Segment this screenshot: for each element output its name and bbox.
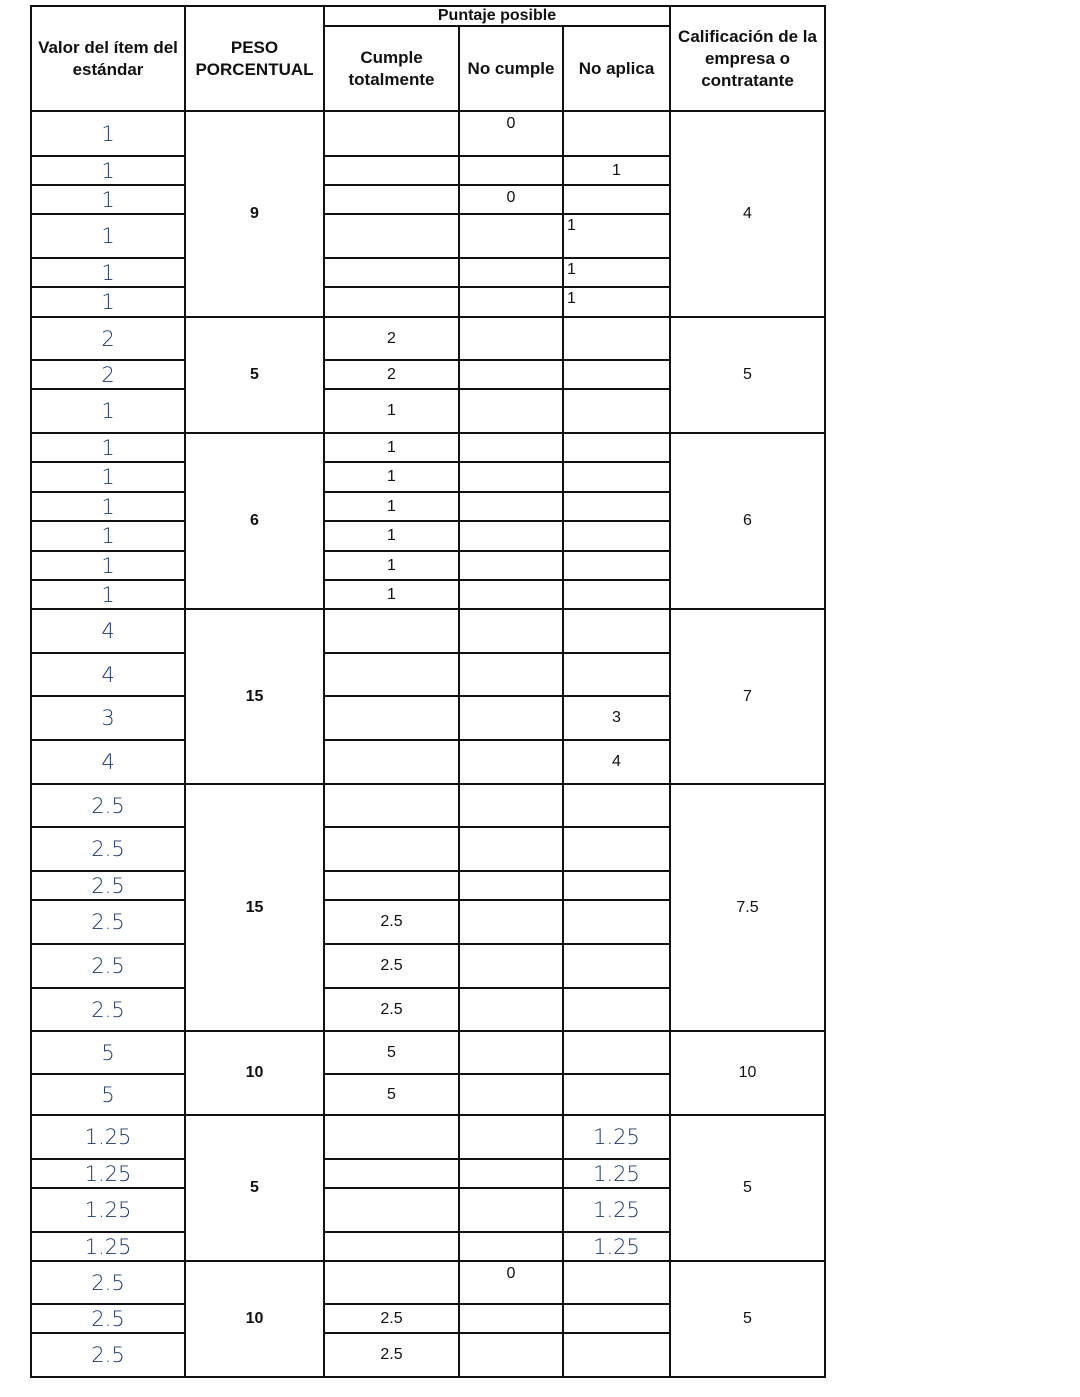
header-no-cumple: No cumple — [459, 26, 563, 111]
valor-cell: 1 — [31, 492, 185, 521]
cumple-cell: 2.5 — [324, 988, 459, 1031]
no-aplica-cell: 1 — [563, 258, 670, 287]
no-aplica-cell — [563, 1261, 670, 1304]
valor-cell: 3 — [31, 696, 185, 740]
valor-cell: 1 — [31, 551, 185, 580]
valor-cell: 1 — [31, 433, 185, 462]
cumple-cell: 1 — [324, 389, 459, 433]
no-cumple-cell: 0 — [459, 185, 563, 214]
no-aplica-cell — [563, 360, 670, 389]
peso-cell: 10 — [185, 1261, 324, 1377]
header-valor: Valor del ítem del estándar — [31, 6, 185, 111]
valor-cell: 4 — [31, 653, 185, 696]
cumple-cell — [324, 784, 459, 827]
valor-cell: 1 — [31, 214, 185, 258]
cumple-cell: 2.5 — [324, 944, 459, 988]
no-cumple-cell — [459, 871, 563, 900]
peso-cell: 15 — [185, 609, 324, 784]
cumple-cell — [324, 827, 459, 871]
no-cumple-cell — [459, 580, 563, 609]
no-cumple-cell — [459, 389, 563, 433]
no-aplica-cell — [563, 1031, 670, 1074]
cumple-cell: 5 — [324, 1031, 459, 1074]
table-row — [31, 111, 825, 156]
valor-cell: 1.25 — [31, 1188, 185, 1232]
valor-cell: 1 — [31, 389, 185, 433]
calificacion-cell: 5 — [670, 1261, 825, 1377]
valor-cell: 2.5 — [31, 1304, 185, 1333]
no-cumple-cell — [459, 287, 563, 317]
valor-cell: 2 — [31, 317, 185, 360]
valor-cell: 4 — [31, 609, 185, 653]
no-aplica-cell: 1.25 — [563, 1115, 670, 1159]
valor-cell: 2.5 — [31, 1333, 185, 1377]
no-cumple-cell — [459, 521, 563, 551]
cumple-cell: 1 — [324, 521, 459, 551]
valor-cell: 1 — [31, 521, 185, 551]
cumple-cell — [324, 258, 459, 287]
no-cumple-cell — [459, 944, 563, 988]
valor-cell: 1 — [31, 111, 185, 156]
no-aplica-cell — [563, 871, 670, 900]
calificacion-cell: 4 — [670, 111, 825, 317]
cumple-cell — [324, 185, 459, 214]
valor-cell: 1 — [31, 462, 185, 492]
no-cumple-cell: 0 — [459, 1261, 563, 1304]
no-aplica-cell: 4 — [563, 740, 670, 784]
no-aplica-cell — [563, 185, 670, 214]
table-row — [31, 433, 825, 462]
no-aplica-cell: 1 — [563, 156, 670, 185]
no-cumple-cell — [459, 1159, 563, 1188]
no-cumple-cell — [459, 1232, 563, 1261]
peso-cell: 10 — [185, 1031, 324, 1115]
peso-cell: 6 — [185, 433, 324, 609]
no-aplica-cell — [563, 827, 670, 871]
cumple-cell: 1 — [324, 551, 459, 580]
no-aplica-cell — [563, 1074, 670, 1115]
valor-cell: 1 — [31, 580, 185, 609]
cumple-cell — [324, 1115, 459, 1159]
no-cumple-cell — [459, 1031, 563, 1074]
peso-cell: 5 — [185, 317, 324, 433]
valor-cell: 5 — [31, 1031, 185, 1074]
no-aplica-cell — [563, 551, 670, 580]
valor-cell: 4 — [31, 740, 185, 784]
cumple-cell: 2.5 — [324, 900, 459, 944]
no-aplica-cell: 1 — [563, 287, 670, 317]
cumple-cell: 1 — [324, 580, 459, 609]
no-aplica-cell — [563, 462, 670, 492]
cumple-cell — [324, 1261, 459, 1304]
evaluation-table — [30, 5, 826, 1378]
no-cumple-cell — [459, 653, 563, 696]
no-aplica-cell: 1.25 — [563, 1159, 670, 1188]
no-cumple-cell — [459, 900, 563, 944]
cumple-cell — [324, 287, 459, 317]
valor-cell: 1.25 — [31, 1159, 185, 1188]
table-row — [31, 317, 825, 360]
valor-cell: 2.5 — [31, 900, 185, 944]
valor-cell: 2.5 — [31, 784, 185, 827]
cumple-cell: 1 — [324, 462, 459, 492]
cumple-cell: 2 — [324, 360, 459, 389]
cumple-cell: 1 — [324, 492, 459, 521]
no-cumple-cell — [459, 214, 563, 258]
calificacion-cell: 7 — [670, 609, 825, 784]
cumple-cell — [324, 111, 459, 156]
no-aplica-cell — [563, 784, 670, 827]
no-cumple-cell — [459, 462, 563, 492]
header-calificacion: Calificación de la empresa o contratante — [670, 6, 825, 111]
calificacion-cell: 5 — [670, 1115, 825, 1261]
no-cumple-cell — [459, 258, 563, 287]
cumple-cell — [324, 1232, 459, 1261]
valor-cell: 1.25 — [31, 1232, 185, 1261]
table-row — [31, 609, 825, 653]
valor-cell: 2 — [31, 360, 185, 389]
no-aplica-cell: 1.25 — [563, 1232, 670, 1261]
no-aplica-cell — [563, 111, 670, 156]
cumple-cell — [324, 871, 459, 900]
table-body — [31, 111, 825, 1377]
no-aplica-cell — [563, 1333, 670, 1377]
no-aplica-cell — [563, 492, 670, 521]
cumple-cell — [324, 653, 459, 696]
no-aplica-cell — [563, 900, 670, 944]
valor-cell: 1 — [31, 258, 185, 287]
calificacion-cell: 6 — [670, 433, 825, 609]
calificacion-cell: 10 — [670, 1031, 825, 1115]
no-cumple-cell — [459, 827, 563, 871]
peso-cell: 5 — [185, 1115, 324, 1261]
no-cumple-cell — [459, 1304, 563, 1333]
calificacion-cell: 5 — [670, 317, 825, 433]
no-cumple-cell — [459, 551, 563, 580]
valor-cell: 2.5 — [31, 988, 185, 1031]
peso-cell: 9 — [185, 111, 324, 317]
peso-cell: 15 — [185, 784, 324, 1031]
no-cumple-cell — [459, 1074, 563, 1115]
header-peso: PESO PORCENTUAL — [185, 6, 324, 111]
no-cumple-cell — [459, 1188, 563, 1232]
cumple-cell — [324, 696, 459, 740]
no-aplica-cell — [563, 1304, 670, 1333]
no-aplica-cell: 3 — [563, 696, 670, 740]
no-aplica-cell — [563, 317, 670, 360]
no-cumple-cell — [459, 696, 563, 740]
no-aplica-cell — [563, 653, 670, 696]
no-aplica-cell — [563, 988, 670, 1031]
cumple-cell — [324, 740, 459, 784]
header-no-aplica: No aplica — [563, 26, 670, 111]
no-cumple-cell — [459, 433, 563, 462]
table-row — [31, 1261, 825, 1304]
header-cumple: Cumple totalmente — [324, 26, 459, 111]
cumple-cell: 2.5 — [324, 1333, 459, 1377]
no-cumple-cell — [459, 1333, 563, 1377]
cumple-cell — [324, 609, 459, 653]
no-cumple-cell — [459, 360, 563, 389]
no-aplica-cell — [563, 609, 670, 653]
valor-cell: 2.5 — [31, 827, 185, 871]
table-row — [31, 784, 825, 827]
table-row — [31, 1031, 825, 1074]
valor-cell: 1 — [31, 287, 185, 317]
valor-cell: 2.5 — [31, 871, 185, 900]
no-cumple-cell — [459, 784, 563, 827]
valor-cell: 2.5 — [31, 944, 185, 988]
calificacion-cell: 7.5 — [670, 784, 825, 1031]
no-cumple-cell — [459, 156, 563, 185]
cumple-cell: 1 — [324, 433, 459, 462]
table-row — [31, 1115, 825, 1159]
cumple-cell: 2 — [324, 317, 459, 360]
no-aplica-cell — [563, 580, 670, 609]
no-cumple-cell — [459, 988, 563, 1031]
valor-cell: 1 — [31, 156, 185, 185]
no-aplica-cell — [563, 944, 670, 988]
no-cumple-cell — [459, 1115, 563, 1159]
no-aplica-cell: 1 — [563, 214, 670, 258]
header-puntaje-posible: Puntaje posible — [324, 6, 670, 26]
cumple-cell — [324, 214, 459, 258]
no-cumple-cell — [459, 740, 563, 784]
no-cumple-cell — [459, 492, 563, 521]
no-aplica-cell — [563, 389, 670, 433]
no-cumple-cell — [459, 609, 563, 653]
valor-cell: 1 — [31, 185, 185, 214]
no-aplica-cell — [563, 433, 670, 462]
no-cumple-cell: 0 — [459, 111, 563, 156]
valor-cell: 2.5 — [31, 1261, 185, 1304]
no-cumple-cell — [459, 317, 563, 360]
no-aplica-cell: 1.25 — [563, 1188, 670, 1232]
cumple-cell: 2.5 — [324, 1304, 459, 1333]
cumple-cell — [324, 1188, 459, 1232]
valor-cell: 1.25 — [31, 1115, 185, 1159]
cumple-cell — [324, 156, 459, 185]
cumple-cell: 5 — [324, 1074, 459, 1115]
valor-cell: 5 — [31, 1074, 185, 1115]
no-aplica-cell — [563, 521, 670, 551]
cumple-cell — [324, 1159, 459, 1188]
